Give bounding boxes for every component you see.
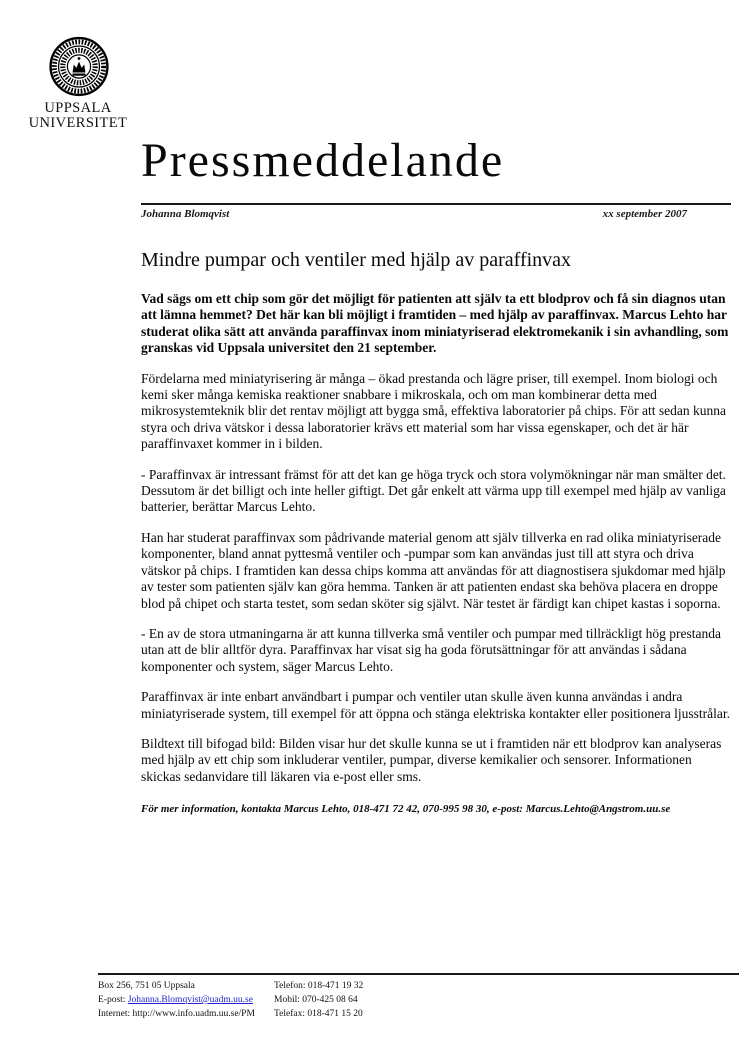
postal-address: Box 256, 751 05 Uppsala bbox=[98, 981, 195, 991]
author-name: Johanna Blomqvist bbox=[141, 208, 230, 220]
body-paragraph-5: Paraffinvax är inte enbart användbart i pumpar och ventiler utan skulle även kunna användas i andra miniatyriserade system, till exempel för att öppna och stänga elektriska kontakter eller positionera ljusstrålar. bbox=[141, 689, 730, 721]
body-paragraph-3: Han har studerat paraffinvax som pådrivande material genom att själv tillverka en rad olika miniatyriserade komponenter, bland annat pyttesmå ventiler och -pumpar som kan användas just till att styra och driva vätskor på chips. I framtiden kan dessa chips komma att användas för att diagnostisera sjukdomar med hjälp av tester som patienten själv kan göra hemma. Tanken är att patienten endast ska behöva placera en droppe blod på chipet och starta testet, som sedan sköter sig självt. När testet är färdigt kan chipet kastas i soporna. bbox=[141, 529, 726, 611]
email-label: E-post: bbox=[98, 995, 128, 1005]
masthead-rule bbox=[141, 203, 731, 205]
byline-row bbox=[141, 207, 731, 222]
footer bbox=[98, 973, 739, 1021]
image-caption-paragraph: Bildtext till bifogad bild: Bilden visar hur det skulle kunna se ut i framtiden när ett blodprov kan analyseras med hjälp av ett chip som inkluderar ventiler, pumpar, diverse kemikalier och sensorer. Informationen skickas sedanvidare till läkaren via e-post eller sms. bbox=[141, 735, 722, 784]
footer-columns bbox=[98, 979, 739, 1021]
footer-right-column bbox=[274, 979, 739, 1021]
phone-number: Telefon: 018-471 19 32 bbox=[274, 981, 364, 991]
logo-text-universitet: UNIVERSITET bbox=[28, 114, 128, 131]
footer-rule bbox=[98, 973, 739, 975]
press-date: xx september 2007 bbox=[602, 208, 687, 220]
email-row bbox=[98, 993, 274, 1007]
document-body bbox=[141, 136, 731, 831]
mobile-number: Mobil: 070-425 08 64 bbox=[274, 995, 358, 1005]
internet-address: Internet: http://www.info.uadm.uu.se/PM bbox=[98, 1009, 255, 1019]
body-paragraph-2-quote: - Paraffinvax är intressant främst för att det kan ge höga tryck och stora volymökningar när man smälter det. Dessutom är det billigt och inte heller giftigt. Det går enkelt att värma upp till exempel med hjälp av vanliga batterier, berättar Marcus Lehto. bbox=[141, 466, 726, 515]
fax-number: Telefax: 018-471 15 20 bbox=[274, 1009, 363, 1019]
contact-info: För mer information, kontakta Marcus Lehto, 018-471 72 42, 070-995 98 30, e-post: Marcus.Lehto@Angstrom.uu.se bbox=[141, 803, 671, 816]
uppsala-university-seal-icon bbox=[48, 36, 109, 97]
headline: Mindre pumpar och ventiler med hjälp av paraffinvax bbox=[141, 249, 572, 271]
body-paragraph-4-quote: - En av de stora utmaningarna är att kunna tillverka små ventiler och pumpar med tillräckligt hög prestanda utan att de blir alltför dyra. Paraffinvax har visat sig ha goda förutsättningar för att användas i sådana komponenter och system, säger Marcus Lehto. bbox=[141, 625, 721, 674]
body-paragraph-1: Fördelarna med miniatyrisering är många – ökad prestanda och lägre priser, till exempel. Inom biologi och kemi sker många kemiska reaktioner snabbare i mikroskala, och om man kombinerar detta med mikrosystemteknik blir det rentav möjligt att bygga små, effektiva laboratorier på chips. För att sedan kunna styra och driva vätskor i dessa laboratorier krävs ett material som har vissa egenskaper, och det är här paraffinvaxet kommer in i bilden. bbox=[141, 370, 726, 452]
logo-text-uppsala: UPPSALA bbox=[44, 100, 112, 116]
document-type-title: Pressmeddelande bbox=[141, 134, 505, 187]
university-logo bbox=[14, 36, 142, 130]
lead-paragraph: Vad sägs om ett chip som gör det möjligt för patienten att själv ta ett blodprov och få sin diagnos utan att lämna hemmet? Det här kan bli möjligt i framtiden – med hjälp av paraffinvax. Marcus Lehto har studerat olika sätt att använda paraffinvax inom miniatyriserad elektromekanik i sin avhandling, som granskas vid Uppsala universitet den 21 september. bbox=[141, 291, 729, 356]
email-link[interactable]: Johanna.Blomqvist@uadm.uu.se bbox=[127, 995, 253, 1005]
footer-left-column bbox=[98, 979, 274, 1021]
